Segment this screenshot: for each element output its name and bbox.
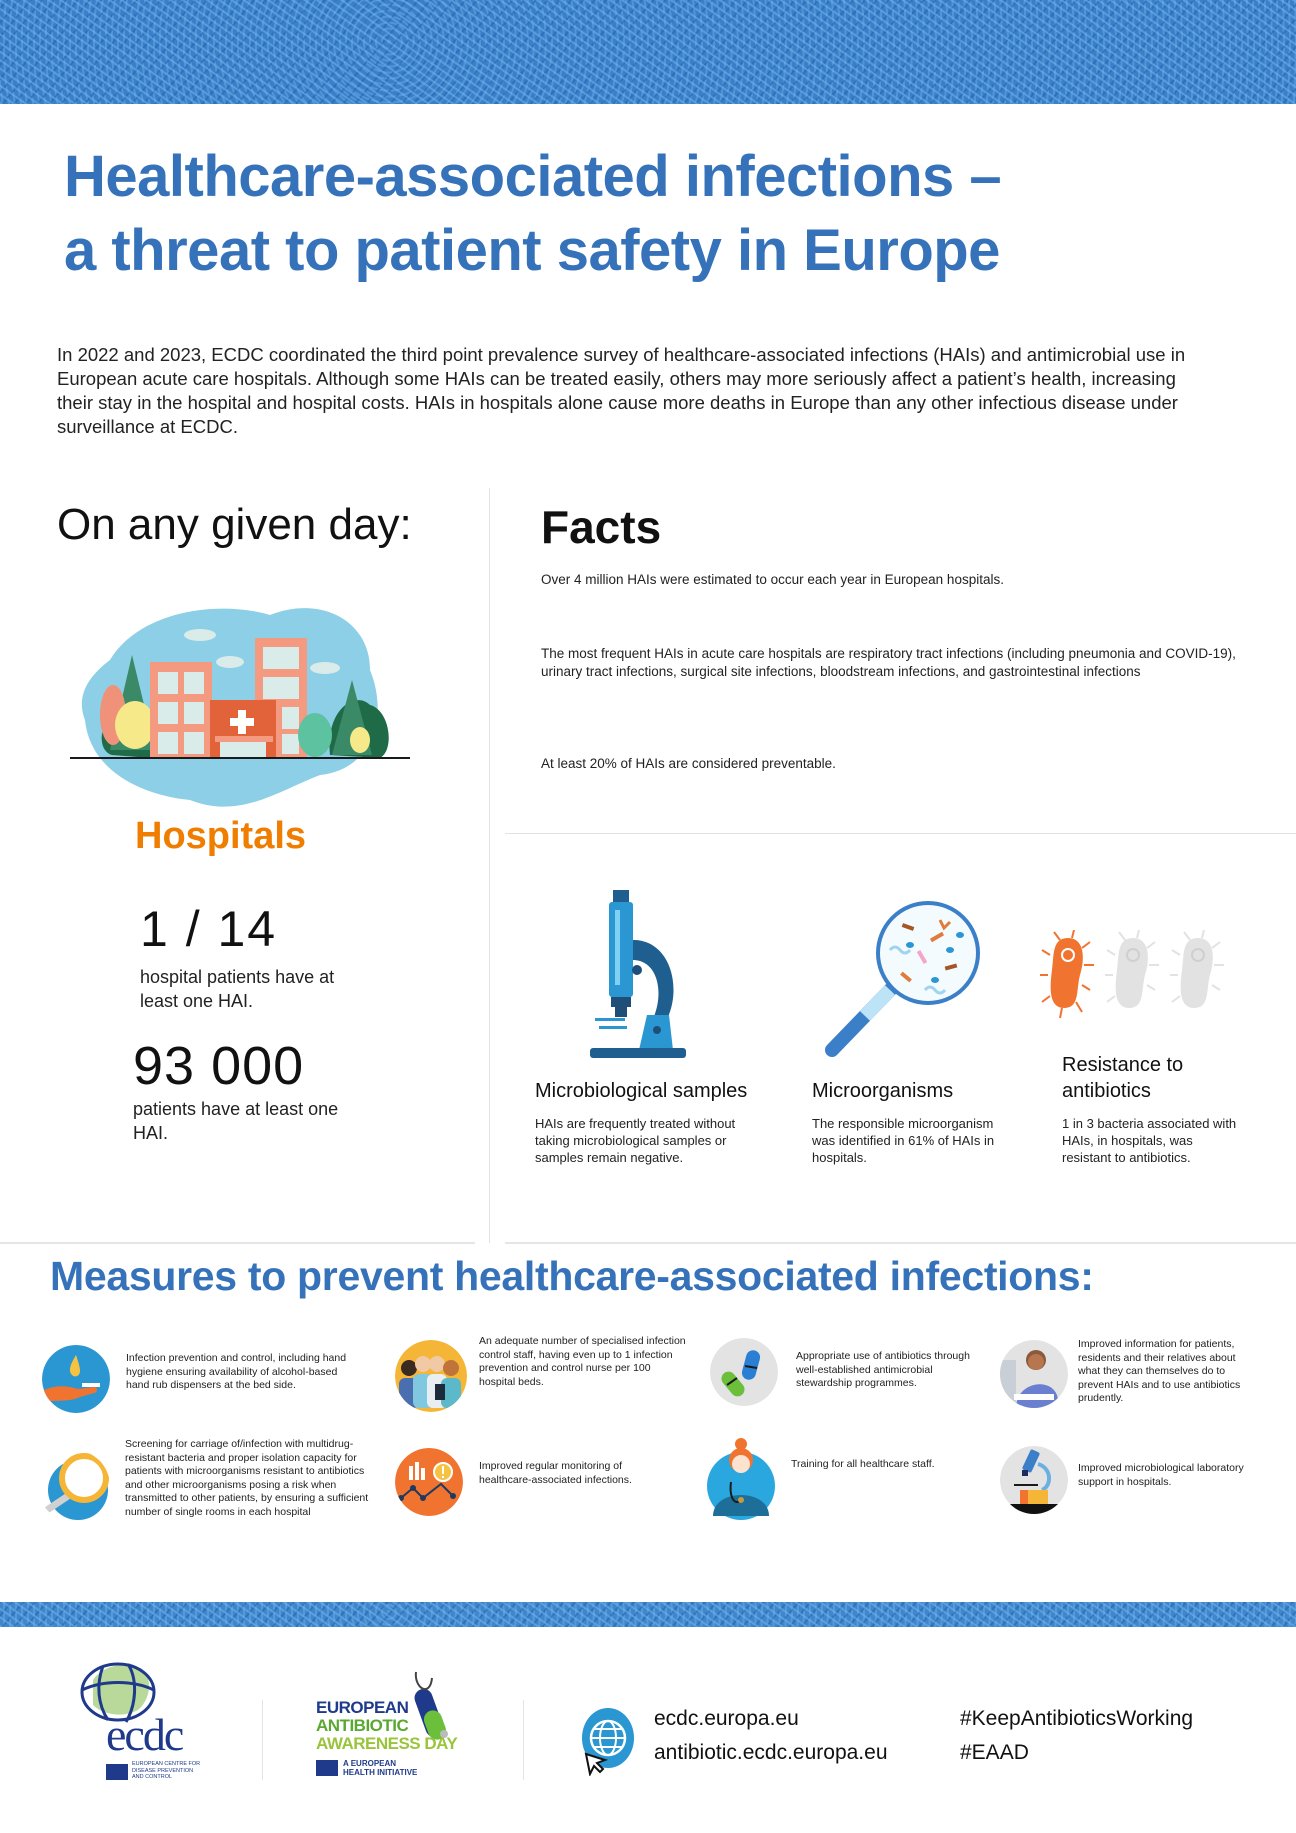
fact-item: Over 4 million HAIs were estimated to occur each year in European hospitals. (541, 572, 1004, 587)
monitoring-chart-icon (395, 1448, 463, 1516)
ecdc-wordmark: ecdc (106, 1709, 183, 1760)
pills-icon (710, 1338, 778, 1406)
section-divider-left (0, 1242, 475, 1244)
ecdc-website-link[interactable]: ecdc.europa.eu (654, 1707, 799, 1730)
fact-item: At least 20% of HAIs are considered preventable. (541, 756, 836, 771)
measure-text: Screening for carriage of/infection with multidrug-resistant bacteria and proper isolation capacity for patients with microorganisms resistant to antibiotics and other microorganisms posing a risk when transmitted to other patients, by ensuring a sufficient number of single rooms in each hospital (125, 1438, 369, 1518)
eaad-line-3: AWARENESS DAY (316, 1734, 458, 1753)
measure-text: Appropriate use of antibiotics through well-established antimicrobial stewardship programmes. (796, 1350, 970, 1389)
stat-ratio-value: 1 / 14 (140, 901, 278, 957)
eaad-subtitle-line: HEALTH INITIATIVE (343, 1768, 418, 1777)
intro-paragraph: In 2022 and 2023, ECDC coordinated the third point prevalence survey of healthcare-associated infections (HAIs) and antimicrobial use in European acute care hospitals. Although some HAIs can be treated easily, others may more seriously affect a patient’s health, increasing their stay in the hospital and hospital costs. HAIs in hospitals alone cause more deaths in Europe than any other infectious disease under surveillance at ECDC. (57, 344, 1186, 437)
measure-text: Improved regular monitoring of healthcare-associated infections. (479, 1460, 632, 1486)
facts-divider (505, 833, 1296, 834)
top-pattern-band (0, 0, 1296, 104)
hand-hygiene-icon (42, 1345, 110, 1413)
magnifier-microorganisms-icon (820, 895, 985, 1060)
eaad-line-2: ANTIBIOTIC (316, 1716, 409, 1735)
stat-ratio-text: hospital patients have at least one HAI. (140, 967, 335, 1011)
eaad-subtitle (343, 1759, 417, 1777)
screening-magnifier-icon (38, 1450, 110, 1522)
facet-title-resistance: Resistance to antibiotics (1062, 1054, 1184, 1102)
eu-flag-icon (316, 1760, 338, 1776)
microscope-icon (585, 890, 690, 1062)
eu-flag-icon (106, 1764, 128, 1780)
stat-count-text: patients have at least one HAI. (133, 1099, 339, 1143)
fact-item: The most frequent HAIs in acute care hospitals are respiratory tract infections (including pneumonia and COVID-19), urinary tract infections, surgical site infections, bloodstream infections, and gastrointestinal infections (541, 646, 1236, 679)
measure-text: An adequate number of specialised infection control staff, having even up to 1 infection prevention and control nurse per 100 hospital beds. (479, 1335, 686, 1388)
facet-text-resistance: 1 in 3 bacteria associated with HAIs, in hospitals, was resistant to antibiotics. (1062, 1116, 1237, 1165)
measure-text: Training for all healthcare staff. (791, 1458, 935, 1470)
measure-text: Improved microbiological laboratory support in hospitals. (1078, 1462, 1244, 1488)
ecdc-subtitle-line: EUROPEAN CENTRE FOR (132, 1761, 201, 1767)
web-globe-icon (570, 1708, 638, 1776)
title-line-1: Healthcare-associated infections – (64, 144, 1002, 209)
facts-heading: Facts (541, 501, 662, 553)
lab-microscope-icon (1000, 1446, 1068, 1514)
antibiotic-website-link[interactable]: antibiotic.ecdc.europa.eu (654, 1741, 888, 1764)
stethoscope-capsule-icon (412, 1668, 452, 1743)
bottom-pattern-band (0, 1602, 1296, 1627)
ecdc-subtitle-line: DISEASE PREVENTION (132, 1767, 194, 1774)
staff-team-icon (395, 1340, 467, 1412)
eaad-line-1: EUROPEAN (316, 1698, 409, 1717)
facet-text-microbiological-samples: HAIs are frequently treated without taking microbiological samples or samples remain negative. (535, 1116, 736, 1165)
hospital-illustration-icon (70, 600, 410, 815)
stat-count-value: 93 000 (133, 1036, 305, 1096)
day-heading: On any given day: (57, 500, 412, 549)
column-divider (489, 488, 490, 1243)
ecdc-logo[interactable] (78, 1660, 228, 1785)
patient-info-icon (1000, 1340, 1068, 1408)
ecdc-subtitle (132, 1761, 200, 1781)
measures-heading: Measures to prevent healthcare-associated infections: (50, 1253, 1094, 1299)
bacteria-icon (1040, 930, 1230, 1020)
eaad-logo[interactable] (316, 1668, 476, 1783)
title-line-2: a threat to patient safety in Europe (64, 218, 1000, 283)
eaad-subtitle-line: A EUROPEAN (343, 1759, 397, 1768)
footer-divider (262, 1700, 263, 1780)
facet-title-microbiological-samples: Microbiological samples (535, 1080, 748, 1102)
facet-text-microorganisms: The responsible microorganism was identified in 61% of HAIs in hospitals. (812, 1116, 995, 1165)
healthcare-staff-icon (705, 1438, 777, 1522)
hospitals-label: Hospitals (135, 815, 307, 857)
footer-divider (523, 1700, 524, 1780)
section-divider-right (505, 1242, 1296, 1244)
hashtag-keep-antibiotics-working: #KeepAntibioticsWorking (960, 1707, 1194, 1730)
measure-text: Improved information for patients, residents and their relatives about what they can themselves do to prevent HAIs and to use antibiotics prudently. (1078, 1338, 1241, 1404)
hashtag-eaad: #EAAD (960, 1741, 1029, 1764)
page-title (64, 140, 1164, 288)
ecdc-subtitle-line: AND CONTROL (132, 1774, 173, 1780)
facet-title-microorganisms: Microorganisms (812, 1080, 954, 1102)
measure-text: Infection prevention and control, including hand hygiene ensuring availability of alcohol-based hand rub dispensers at the bed side. (126, 1352, 347, 1391)
